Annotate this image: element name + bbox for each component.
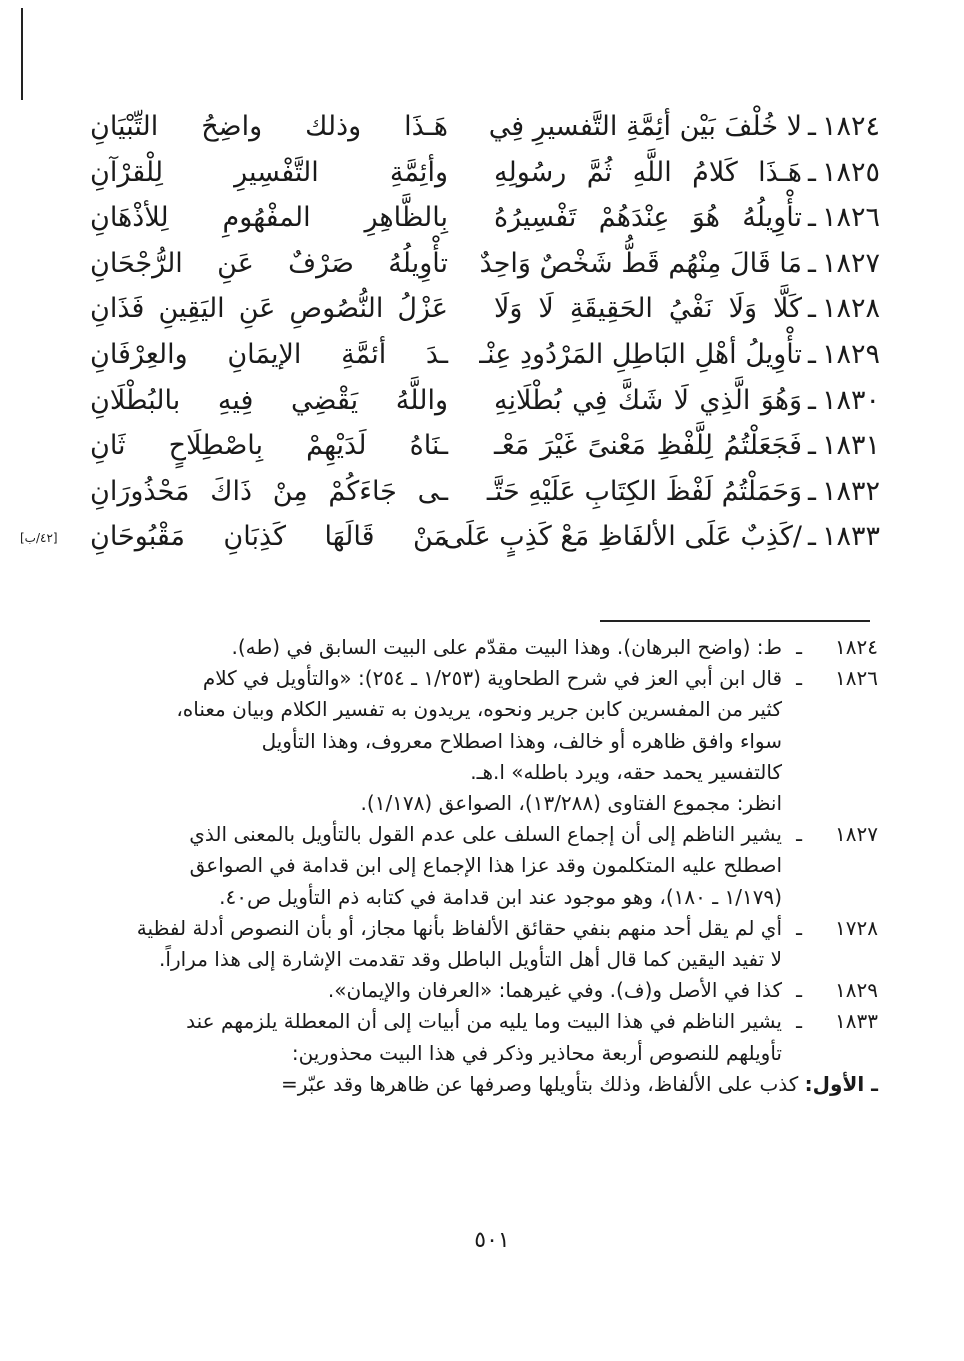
verse-row xyxy=(20,150,880,196)
verse-row xyxy=(20,423,880,469)
footnote-line: (١/١٧٩ ـ ١٨٠)، وهو موجود عند ابن قدامة في كتابه ذم التأويل ص٤٠. xyxy=(219,884,782,909)
footnote-line: يشير الناظم في هذا البيت وما يليه من أبيات إلى أن المعطلة يلزمهم عند xyxy=(186,1009,782,1034)
verse-row xyxy=(20,104,880,150)
second-hemistich: هَـذَا وذلك واضِحُ التِّبْيَانِ xyxy=(90,111,448,142)
verse-number: ١٨٢٧ xyxy=(822,247,881,279)
verse-number: ١٨٢٨ xyxy=(822,293,881,325)
second-hemistich: واللَّهُ يَقْضِي فِيهِ بالبُطْلَانِ xyxy=(90,384,448,416)
first-hemistich: /كَذِبٌ عَلَى الألفَاظِ مَعْ كَذِبٍ عَلَى xyxy=(443,521,802,553)
verse-dash: ـ xyxy=(808,111,816,142)
footnote xyxy=(86,1006,878,1068)
first-hemistich: لا خُلْفَ بَيْن أئِمَّةِ التَّفسيرِ فِي xyxy=(488,111,802,142)
footnote-line: سواء وافق ظاهره أو خالف، وهذا اصطلاح معروف، وهذا التأويل xyxy=(261,728,782,753)
footnote-number: ١٨٢٦ xyxy=(835,666,878,691)
verse-dash: ـ xyxy=(808,293,816,325)
verse-dash: ـ xyxy=(808,156,816,188)
footnote-reference: انظر: مجموع الفتاوى (١٣/٢٨٨)، الصواعق (١/١٧٨). xyxy=(360,791,782,816)
verse-dash: ـ xyxy=(808,202,816,234)
first-hemistich: تأْوِيلُ أهْلِ البَاطِلِ المَرْدُودِ عِنْـ xyxy=(479,338,802,370)
footnote xyxy=(86,632,878,663)
second-hemistich: ـدَ أئمَّةِ الإيمَانِ والعِرْفَانِ xyxy=(90,338,448,370)
verse-row xyxy=(20,241,880,287)
footnote-line: قال ابن أبي العز في شرح الطحاوية (١/٢٥٣ ـ ٢٥٤): «والتأويل في كلام xyxy=(202,666,782,691)
verse-number: ١٨٢٤ xyxy=(822,111,881,142)
footnote-number: ١٨٣٣ xyxy=(835,1009,878,1034)
verse-number: ١٨٢٩ xyxy=(822,338,881,370)
footnote-dash: ـ xyxy=(796,915,802,940)
verse-row xyxy=(20,469,880,515)
poem-verses xyxy=(20,104,880,560)
footnote-dash: ـ xyxy=(796,1009,802,1034)
first-hemistich: وَحَمَلْتُمُ لَفْظَ الكِتَابِ عَلَيْهِ حَتَّـ xyxy=(486,475,802,507)
verse-dash: ـ xyxy=(808,430,816,462)
first-hemistich: فَجَعَلْتُمُ لِلَّفْظِ مَعْنىً غَيْرَ مَعْـ xyxy=(494,430,802,462)
verse-number: ١٨٣٠ xyxy=(822,384,881,416)
verse-dash: ـ xyxy=(808,475,816,507)
second-hemistich: وأئِمَّةِ التَّفْسِيرِ لِلْقرْآنِ xyxy=(90,156,448,188)
page-edge-line xyxy=(21,8,23,100)
footnote-number: ١٨٢٩ xyxy=(835,978,878,1003)
footnote-dash: ـ xyxy=(796,822,802,847)
verse-dash: ـ xyxy=(808,384,816,416)
footnote-separator xyxy=(600,620,870,622)
first-hemistich: هَـذَا كَلامُ اللَّهِ ثُمَّ رسُولِهِ xyxy=(494,156,802,188)
footnote-line: كذا في الأصل و(ف). وفي غيرهما: «العرفان والإيمان». xyxy=(327,978,782,1003)
verse-number: ١٨٢٥ xyxy=(822,156,881,188)
footnote xyxy=(86,975,878,1006)
verse-row xyxy=(20,514,880,560)
footnote-number: ١٨٢٧ xyxy=(835,822,878,847)
footnote xyxy=(86,663,878,819)
footnote-line: كالتفسير يحمد حقه، ويرد باطله» ا.هـ. xyxy=(470,759,782,784)
footnote-dash: ـ xyxy=(796,978,802,1003)
footnote-dash: ـ xyxy=(796,635,802,659)
footnote-line: يشير الناظم إلى أن إجماع السلف على عدم القول بالتأويل بالمعنى الذي xyxy=(189,822,782,847)
verse-row xyxy=(20,286,880,332)
verse-dash: ـ xyxy=(808,338,816,370)
second-hemistich: بِالظَّاهِرِ المفْهُومِ لِلأذْهَانِ xyxy=(90,202,448,234)
footnote-dash: ـ xyxy=(796,666,802,691)
footnote-line: اصطلح عليه المتكلمون وقد عزا هذا الإجماع إلى ابن قدامة في الصواعق xyxy=(189,853,782,878)
manuscript-folio-marker: [٤٢/ب] xyxy=(20,531,58,546)
first-point-label: ـ الأول: xyxy=(804,1071,878,1096)
verse-number: ١٨٣٣ xyxy=(822,521,881,553)
footnote-number: ١٧٢٨ xyxy=(835,915,878,940)
continuation-line xyxy=(86,1069,878,1100)
first-hemistich: كَلَّا وَلَا نَفْيُ الحَقِيقَةِ لَا وَلَا xyxy=(494,293,802,325)
verse-row xyxy=(20,195,880,241)
second-hemistich: تأْوِيلُهُ صَرْفٌ عَنِ الرُّجْحَانِ xyxy=(90,247,448,279)
page-number: ٥٠١ xyxy=(474,1228,510,1253)
footnote-line: تأويلهم للنصوص أربعة محاذير وذكر في هذا البيت محذورين: xyxy=(291,1040,782,1065)
verse-number: ١٨٢٦ xyxy=(822,202,881,234)
verse-number: ١٨٣١ xyxy=(822,430,881,462)
footnote xyxy=(86,913,878,975)
second-hemistich: عَزْلُ النُّصُوصِ عَنِ اليَقِينِ فَذَانِ xyxy=(90,293,448,325)
second-hemistich: مَنْ قَالَهَا كَذِبَانِ مَقْبُوحَانِ xyxy=(90,521,448,553)
footnote-line: أي لم يقل أحد منهم بنفي حقائق الألفاظ بأنها مجاز، أو بأن النصوص أدلة لفظية xyxy=(136,915,782,940)
footnote-line: لا تفيد اليقين كما قال أهل التأويل الباطل وقد تقدمت الإشارة إلى هذا مراراً. xyxy=(159,947,782,972)
second-hemistich: ـنَاهُ لَدَيْهِمْ بِاصْطِلَاحٍ ثَانِ xyxy=(90,430,448,462)
footnote-line: ط: (واضح البرهان). وهذا البيت مقدّم على البيت السابق في (طه). xyxy=(231,635,782,659)
footnote-number: ١٨٢٤ xyxy=(835,635,878,659)
first-hemistich: وَهُوَ الَّذِي لَا شَكَّ فِي بُطْلَانِهِ xyxy=(494,384,802,416)
verse-number: ١٨٣٢ xyxy=(822,475,881,507)
first-point-text: كذب على الألفاظ، وذلك بتأويلها وصرفها عن ظاهرها وقد عبّر= xyxy=(281,1071,805,1096)
first-hemistich: تأْوِيلُهُ هُوَ عِنْدَهُمْ تَفْسِيرُهُ xyxy=(494,202,802,234)
verse-dash: ـ xyxy=(808,521,816,553)
footnote xyxy=(86,819,878,913)
first-hemistich: مَا قَالَ مِنْهُم قَطُّ شَخْصٌ وَاحِدٌ xyxy=(479,247,802,279)
second-hemistich: ـى جَاءَكُمْ مِنْ ذَاكَ مَحْذُورَانِ xyxy=(90,475,448,507)
verse-row xyxy=(20,378,880,424)
footnote-line: كثير من المفسرين كابن جرير ونحوه، يريدون به تفسير الكلام وبيان معناه، xyxy=(176,697,782,722)
footnotes xyxy=(86,632,878,1100)
verse-row xyxy=(20,332,880,378)
verse-dash: ـ xyxy=(808,247,816,279)
